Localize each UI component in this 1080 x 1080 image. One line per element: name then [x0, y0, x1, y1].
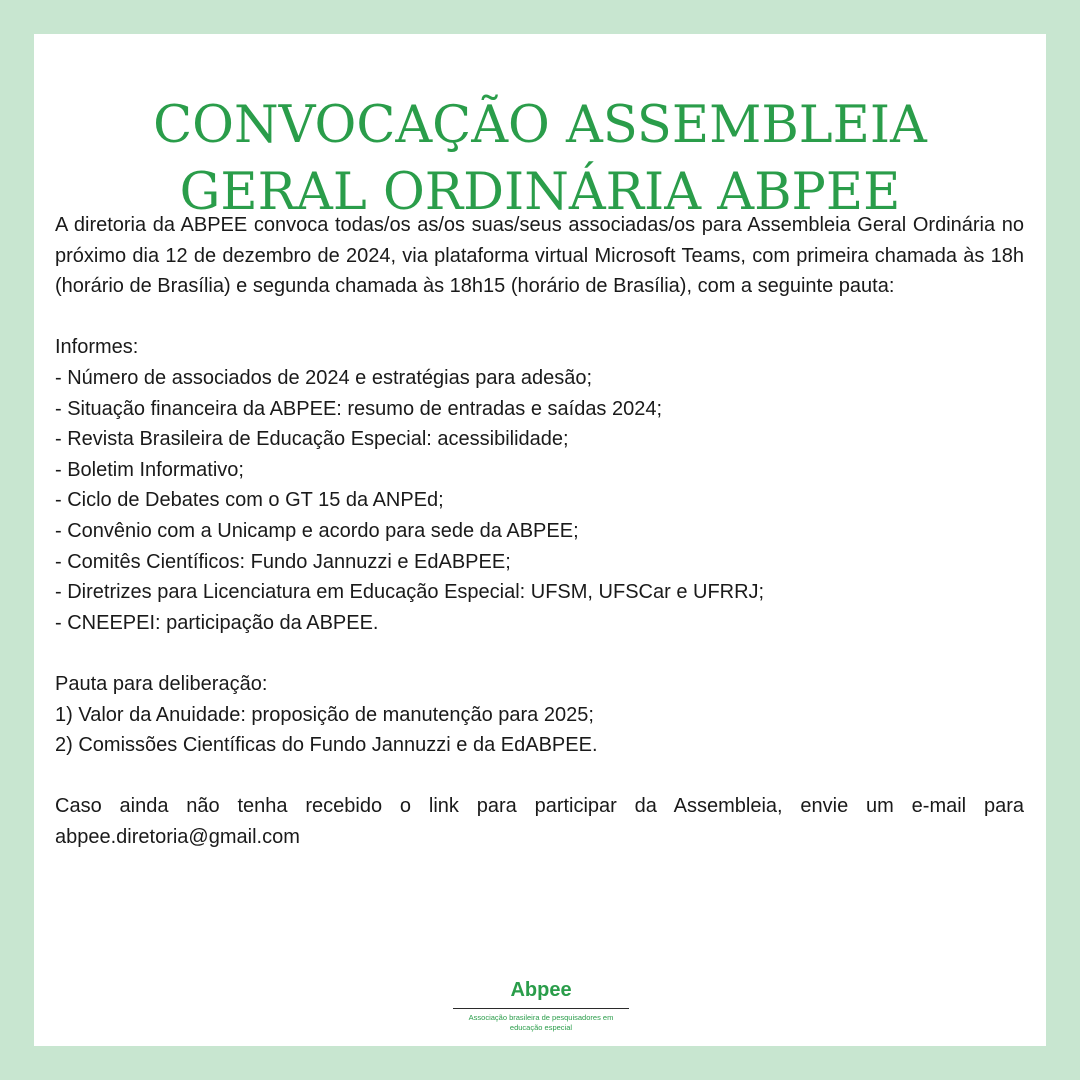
spacer: [55, 638, 1024, 669]
informes-item: - Número de associados de 2024 e estratégias para adesão;: [55, 366, 593, 389]
logo-wordmark: Abpee: [510, 979, 572, 1001]
informes-item: - Boletim Informativo;: [55, 458, 244, 481]
spacer: [55, 302, 1024, 333]
informes-item: - Comitês Científicos: Fundo Jannuzzi e EdABPEE;: [55, 550, 511, 573]
page-title: [34, 92, 1046, 226]
title-line-2: GERAL ORDINÁRIA ABPEE: [179, 163, 901, 222]
deliberacao-item: 1) Valor da Anuidade: proposição de manutenção para 2025;: [55, 703, 594, 726]
title-line-1: CONVOCAÇÃO ASSEMBLEIA: [153, 96, 927, 155]
announcement-card: [34, 34, 1046, 1046]
deliberacao-heading: Pauta para deliberação:: [55, 672, 268, 695]
logo-subtitle-line-1: Associação brasileira de pesquisadores em: [468, 1013, 614, 1022]
informes-item: - Revista Brasileira de Educação Especial: acessibilidade;: [55, 428, 569, 451]
abpee-logo: [453, 977, 629, 1033]
deliberacao-section: [55, 669, 1024, 761]
informes-item: - Ciclo de Debates com o GT 15 da ANPEd;: [55, 489, 444, 512]
informes-item: - CNEEPEI: participação da ABPEE.: [55, 611, 379, 634]
informes-section: [55, 332, 1024, 638]
informes-item: - Convênio com a Unicamp e acordo para sede da ABPEE;: [55, 519, 579, 542]
spacer: [55, 761, 1024, 792]
informes-item: - Diretrizes para Licenciatura em Educação Especial: UFSM, UFSCar e UFRRJ;: [55, 581, 765, 604]
informes-item: - Situação financeira da ABPEE: resumo de entradas e saídas 2024;: [55, 397, 663, 420]
closing-paragraph: Caso ainda não tenha recebido o link para participar da Assembleia, envie um e-mail para abpee.diretoria@gmail.com: [55, 795, 1024, 848]
logo-divider: [453, 1008, 629, 1009]
deliberacao-item: 2) Comissões Científicas do Fundo Jannuzzi e da EdABPEE.: [55, 734, 598, 757]
informes-heading: Informes:: [55, 336, 139, 359]
intro-paragraph: A diretoria da ABPEE convoca todas/os as/os suas/seus associadas/os para Assembleia Geral Ordinária no próximo dia 12 de dezembro de 2024, via plataforma virtual Microsoft Teams, com primeira chamada às 18h (horário de Brasília) e segunda chamada às 18h15 (horário de Brasília), com a seguinte pauta:: [55, 214, 1024, 298]
logo-subtitle-line-2: educação especial: [509, 1023, 573, 1032]
announcement-body: [55, 210, 1024, 852]
